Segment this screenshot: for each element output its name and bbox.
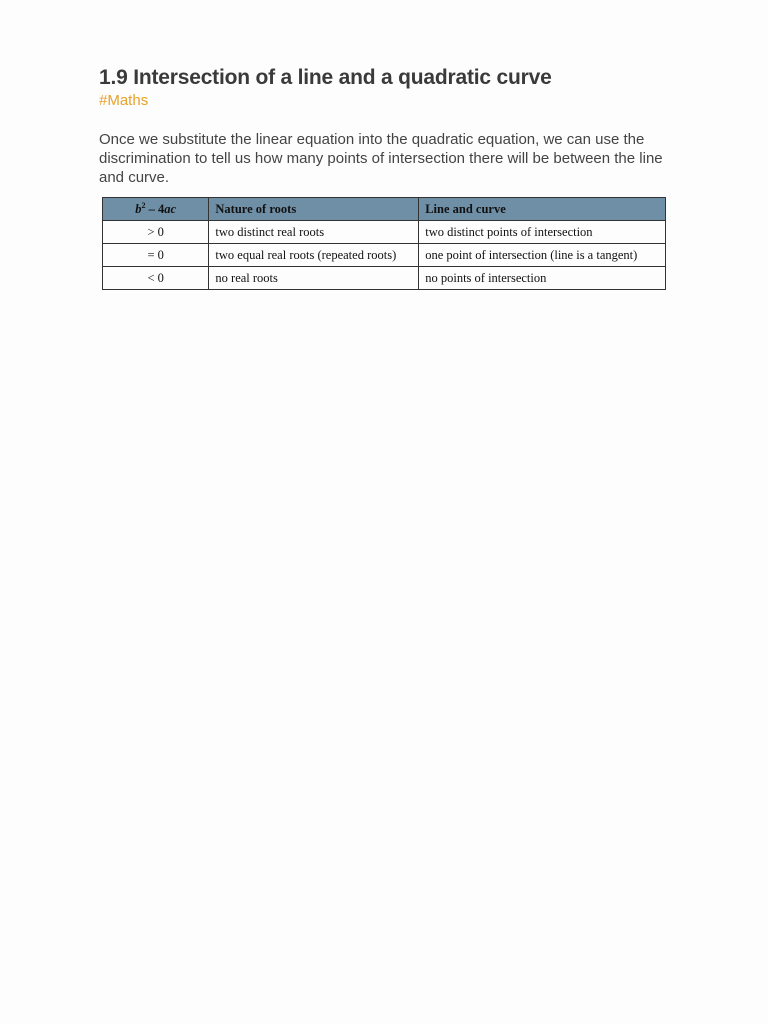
table-header-row xyxy=(103,198,666,221)
cell-line-curve: one point of intersection (line is a tangent) xyxy=(419,244,666,267)
cell-condition: < 0 xyxy=(103,267,209,290)
header-discriminant-exponent: 2 xyxy=(141,200,146,210)
header-nature: Nature of roots xyxy=(209,198,419,221)
cell-condition: > 0 xyxy=(103,221,209,244)
intro-paragraph: Once we substitute the linear equation into the quadratic equation, we can use the discrimination to tell us how many points of intersection there will be between the line and curve. xyxy=(99,131,663,186)
cell-condition: = 0 xyxy=(103,244,209,267)
header-discriminant xyxy=(103,198,209,221)
discriminant-table-wrapper xyxy=(102,197,668,290)
header-line-curve: Line and curve xyxy=(419,198,666,221)
discriminant-table xyxy=(102,197,666,290)
cell-line-curve: no points of intersection xyxy=(419,267,666,290)
table-row xyxy=(103,244,666,267)
cell-nature: two equal real roots (repeated roots) xyxy=(209,244,419,267)
table-row xyxy=(103,267,666,290)
cell-nature: no real roots xyxy=(209,267,419,290)
table-row xyxy=(103,221,666,244)
cell-nature: two distinct real roots xyxy=(209,221,419,244)
header-discriminant-b: b xyxy=(135,202,142,216)
page-title: 1.9 Intersection of a line and a quadratic curve xyxy=(99,66,552,89)
header-discriminant-minus: – 4 xyxy=(145,202,165,216)
header-discriminant-ac: ac xyxy=(164,202,177,216)
cell-line-curve: two distinct points of intersection xyxy=(419,221,666,244)
tag-label[interactable]: #Maths xyxy=(99,92,149,109)
